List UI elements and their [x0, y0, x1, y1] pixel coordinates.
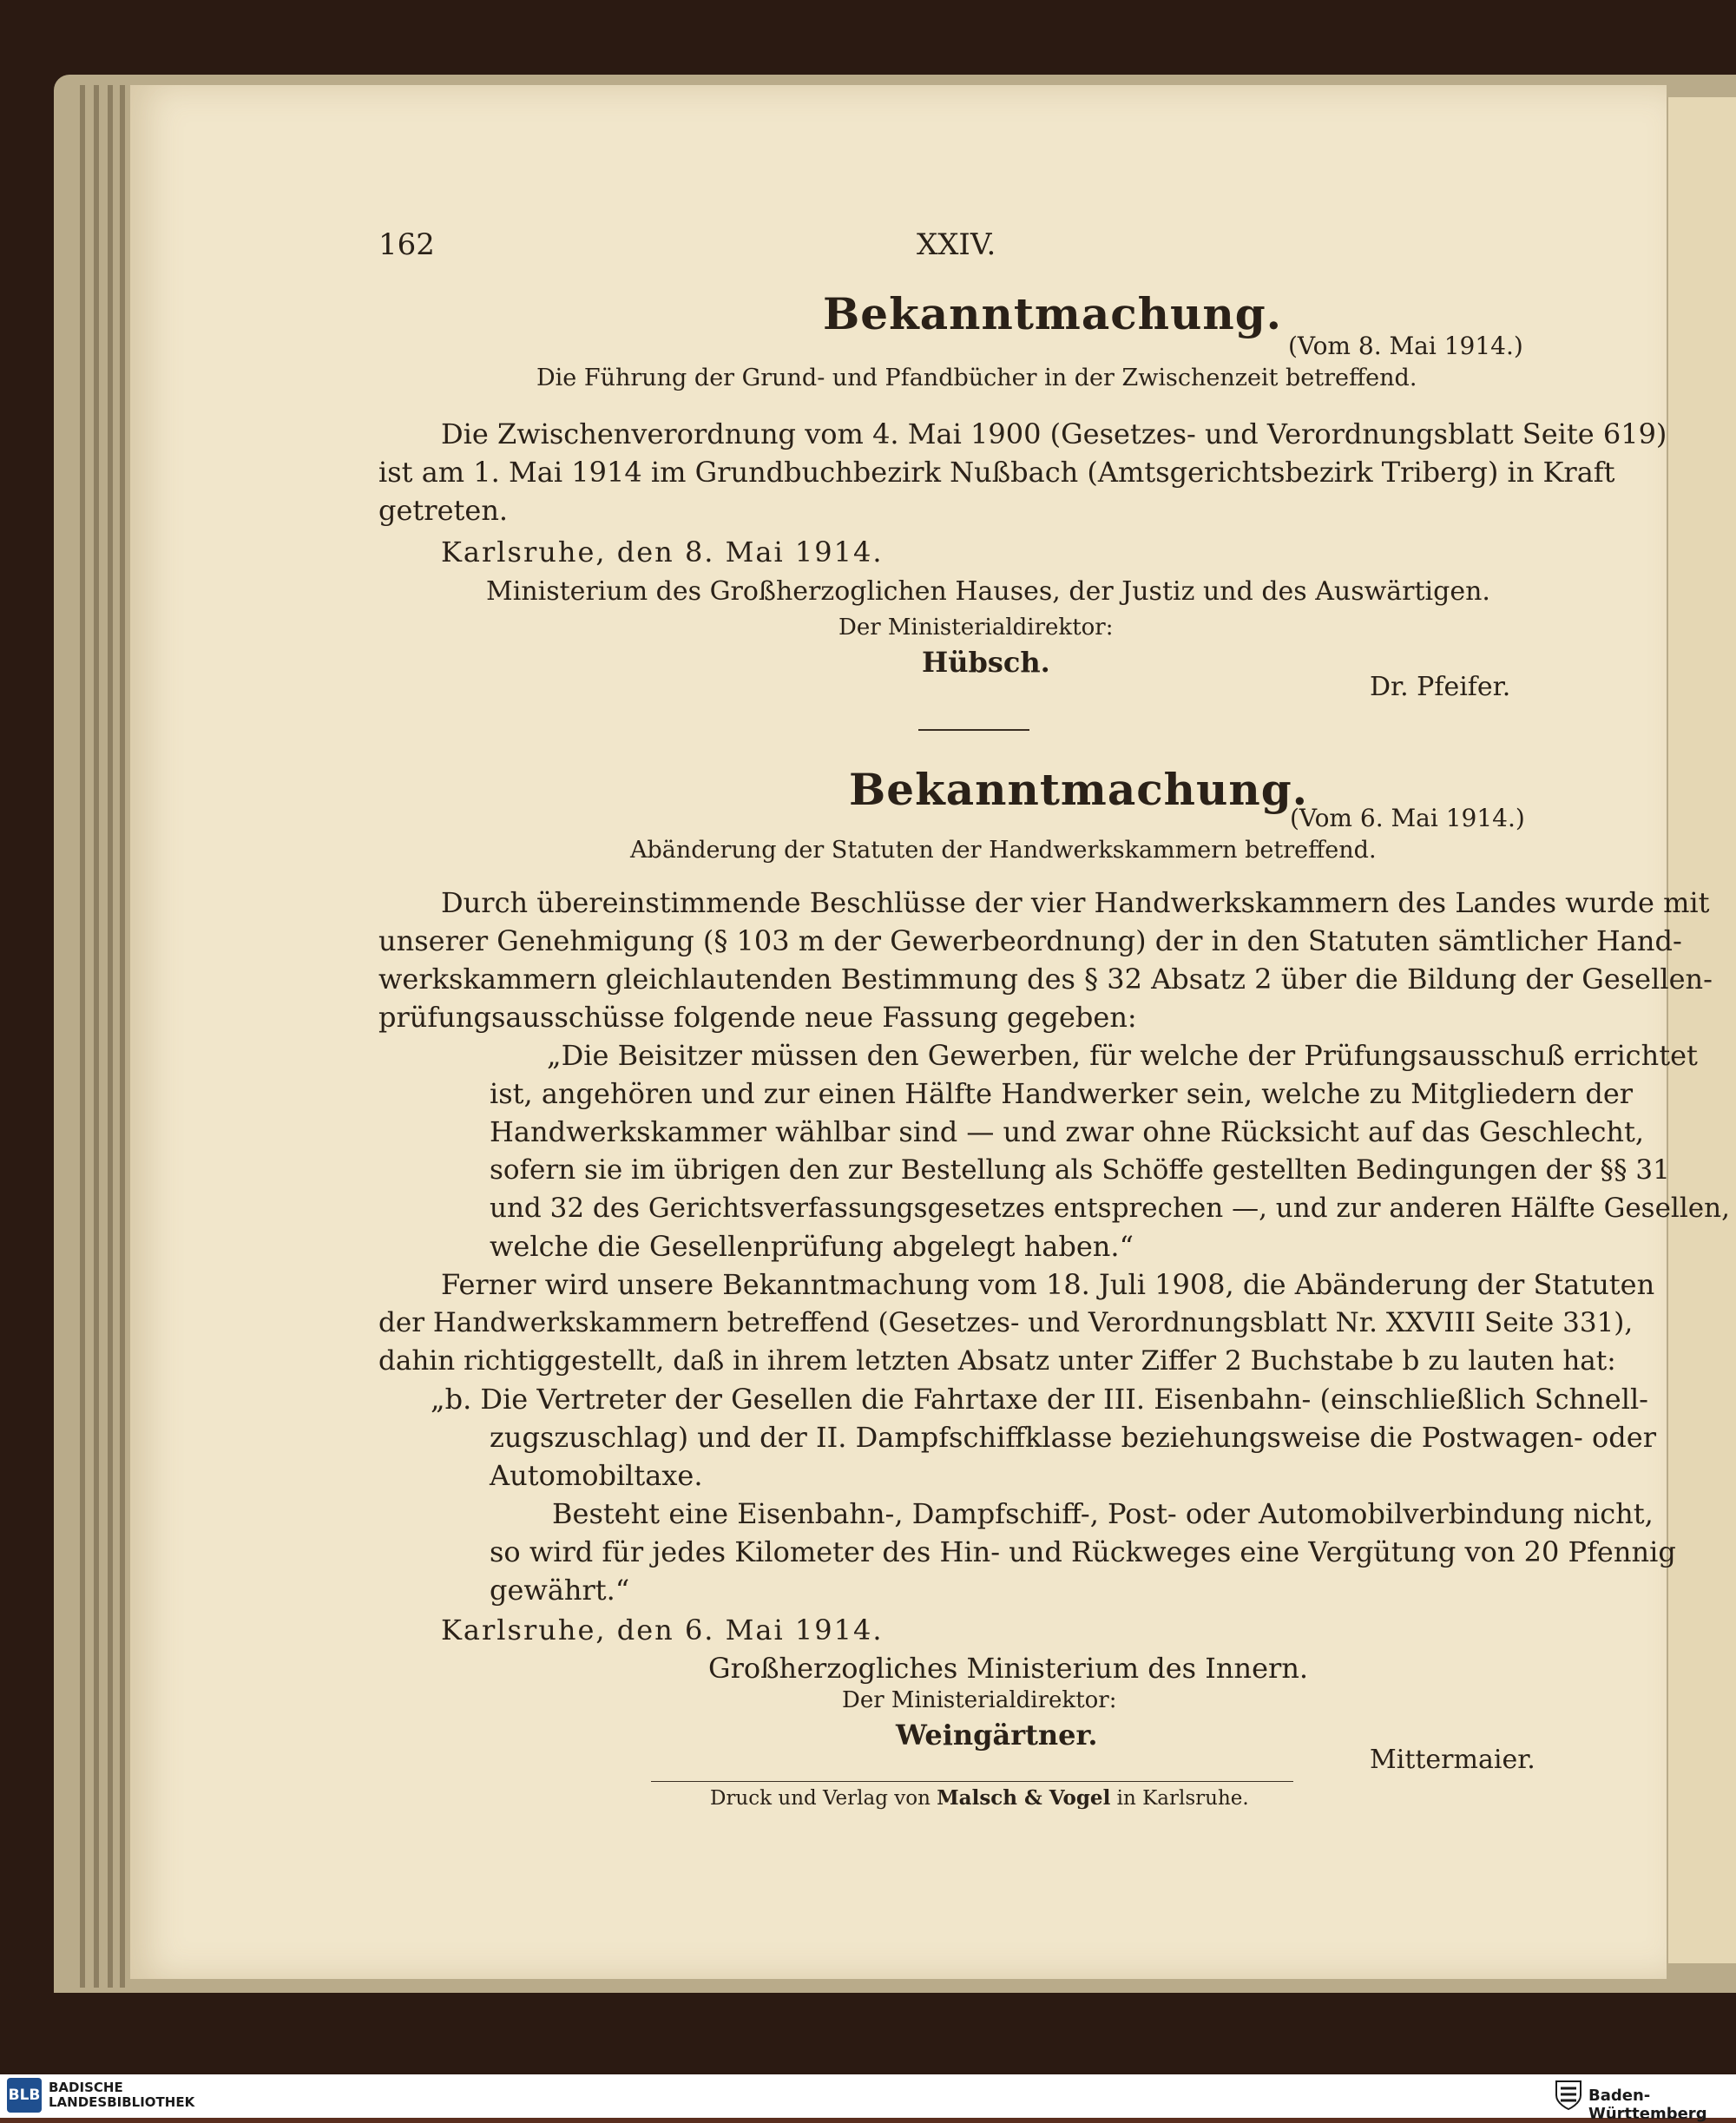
notice1-director-label: Der Ministerialdirektor:	[838, 615, 1114, 641]
notice2-line: gewährt.“	[490, 1574, 630, 1607]
page-edge	[94, 85, 99, 1988]
state-coat-of-arms-icon	[1554, 2080, 1583, 2111]
notice2-line: welche die Gesellenprüfung abgelegt haben.“	[490, 1230, 1134, 1263]
notice1-ministry: Ministerium des Großherzoglichen Hauses, der Justiz und des Auswärtigen.	[486, 576, 1490, 607]
notice2-place-date: Karlsruhe, den 6. Mai 1914.	[441, 1614, 884, 1646]
notice2-line: Handwerkskammer wählbar sind — und zwar ohne Rücksicht auf das Geschlecht,	[490, 1115, 1645, 1148]
notice1-place-date: Karlsruhe, den 8. Mai 1914.	[441, 536, 884, 569]
notice2-line: dahin richtiggestellt, daß in ihrem letzten Absatz unter Ziffer 2 Buchstabe b zu lauten hat:	[378, 1345, 1616, 1377]
library-name-line2: LANDESBIBLIOTHEK	[49, 2094, 195, 2110]
notice1-subtitle: Die Führung der Grund- und Pfandbücher in der Zwischenzeit betreffend.	[536, 365, 1417, 391]
notice1-director-name: Hübsch.	[922, 646, 1050, 679]
imprint-publisher: Malsch & Vogel	[937, 1786, 1111, 1810]
notice2-director-label: Der Ministerialdirektor:	[842, 1687, 1117, 1713]
notice2-line: Automobiltaxe.	[490, 1459, 703, 1492]
notice2-line: Besteht eine Eisenbahn-, Dampfschiff-, Post- oder Automobilverbindung nicht,	[552, 1497, 1654, 1530]
notice2-date: (Vom 6. Mai 1914.)	[1290, 804, 1525, 832]
separator-rule	[918, 729, 1029, 731]
page-edge	[80, 85, 85, 1988]
imprint-prefix: Druck und Verlag von	[710, 1787, 930, 1810]
imprint-rule	[651, 1781, 1293, 1782]
library-name[interactable]	[49, 2080, 194, 2110]
notice2-line: der Handwerkskammern betreffend (Gesetzes- und Verordnungsblatt Nr. XXVIII Seite 331),	[378, 1307, 1634, 1338]
imprint	[710, 1786, 1249, 1810]
footer-bar	[0, 2074, 1736, 2118]
page-edge	[108, 85, 113, 1988]
notice1-line: getreten.	[378, 494, 509, 527]
notice1-line: Die Zwischenverordnung vom 4. Mai 1900 (Gesetzes- und Verordnungsblatt Seite 619)	[441, 417, 1667, 450]
notice2-line: werkskammern gleichlautenden Bestimmung des § 32 Absatz 2 über die Bildung der Gesellen-	[378, 963, 1713, 996]
notice1-cosigner: Dr. Pfeifer.	[1370, 672, 1511, 702]
notice2-line: prüfungsausschüsse folgende neue Fassung gegeben:	[378, 1001, 1137, 1034]
notice2-line: so wird für jedes Kilometer des Hin- und Rückweges eine Vergütung von 20 Pfennig	[490, 1535, 1676, 1568]
page-number: 162	[378, 227, 435, 262]
notice2-ministry: Großherzogliches Ministerium des Innern.	[708, 1652, 1309, 1685]
notice2-line: „Die Beisitzer müssen den Gewerben, für welche der Prüfungsausschuß errichtet	[547, 1039, 1698, 1072]
notice2-subtitle: Abänderung der Statuten der Handwerkskammern betreffend.	[630, 837, 1377, 864]
notice2-line: „b. Die Vertreter der Gesellen die Fahrtaxe der III. Eisenbahn- (einschließlich Schnell-	[431, 1383, 1648, 1416]
page-edge	[120, 85, 125, 1988]
notice2-cosigner: Mittermaier.	[1370, 1745, 1535, 1775]
section-number: XXIV.	[917, 227, 996, 262]
notice2-line: ist, angehören und zur einen Hälfte Handwerker sein, welche zu Mitgliedern der	[490, 1077, 1634, 1110]
notice2-line: und 32 des Gerichtsverfassungsgesetzes entsprechen —, und zur anderen Hälfte Gesellen,	[490, 1193, 1730, 1224]
imprint-suffix: in Karlsruhe.	[1116, 1787, 1249, 1810]
notice2-line: unserer Genehmigung (§ 103 m der Gewerbeordnung) der in den Statuten sämtlicher Hand-	[378, 924, 1682, 957]
notice2-title: Bekanntmachung.	[849, 764, 1309, 815]
notice1-date: (Vom 8. Mai 1914.)	[1288, 332, 1523, 360]
facing-page-edge	[1668, 97, 1736, 1963]
state-name[interactable]: Baden-Württemberg	[1588, 2087, 1707, 2123]
blb-logo[interactable]: BLB	[7, 2078, 42, 2113]
notice1-line: ist am 1. Mai 1914 im Grundbuchbezirk Nußbach (Amtsgerichtsbezirk Triberg) in Kraft	[378, 456, 1615, 489]
notice2-line: Durch übereinstimmende Beschlüsse der vier Handwerkskammern des Landes wurde mit	[441, 886, 1710, 919]
notice2-line: zugszuschlag) und der II. Dampfschiffklasse beziehungsweise die Postwagen- oder	[490, 1421, 1656, 1454]
notice1-title: Bekanntmachung.	[823, 288, 1283, 339]
notice2-director-name: Weingärtner.	[896, 1719, 1098, 1752]
notice2-line: sofern sie im übrigen den zur Bestellung als Schöffe gestellten Bedingungen der §§ 31	[490, 1154, 1670, 1186]
library-name-line1: BADISCHE	[49, 2080, 123, 2095]
notice2-line: Ferner wird unsere Bekanntmachung vom 18. Juli 1908, die Abänderung der Statuten	[441, 1268, 1655, 1301]
